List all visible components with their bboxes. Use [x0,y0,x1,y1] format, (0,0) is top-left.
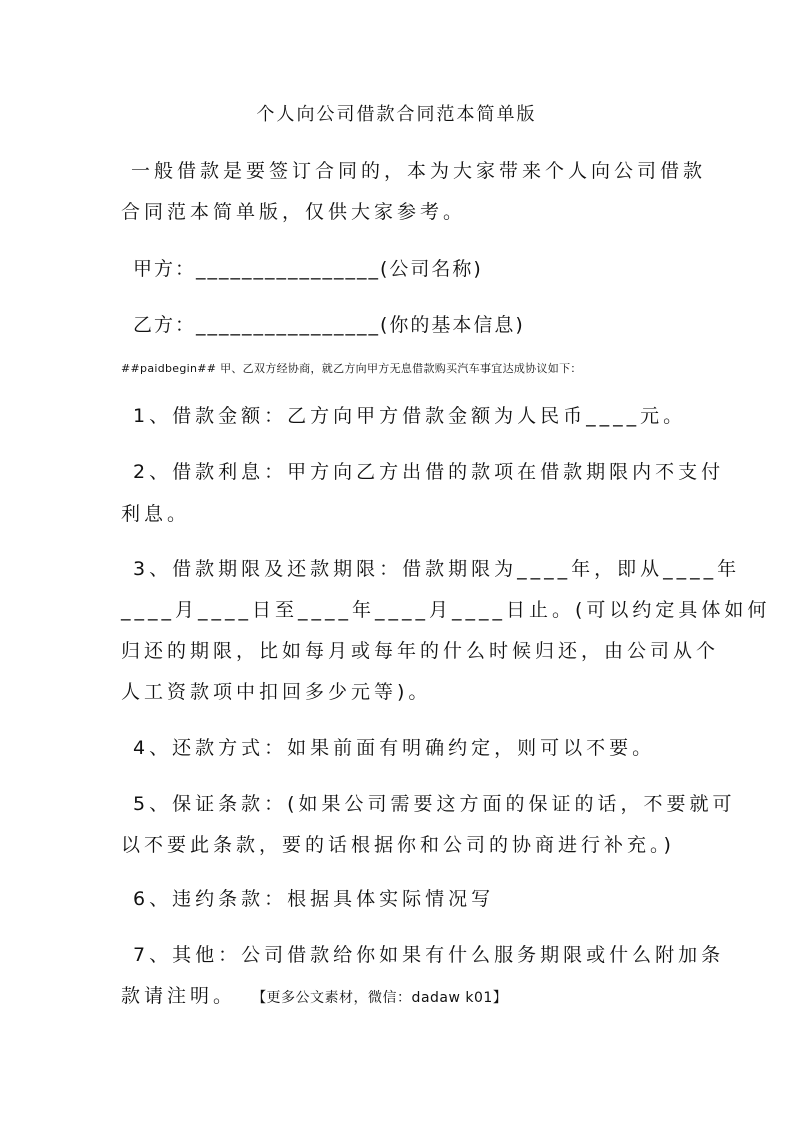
clause-1: 1、借款金额：乙方向甲方借款金额为人民币____元。 [133,405,687,427]
footer-ad: 【更多公文素材，微信：dadaw k01】 [252,990,508,1006]
clause-2-line-2: 利息。 [121,503,191,525]
clause-4: 4、还款方式：如果前面有明确约定，则可以不要。 [133,737,656,759]
clause-7-line-2 [121,987,507,1006]
clause-3-line-4: 人工资款项中扣回多少元等)。 [121,681,432,703]
intro-line-2: 合同范本简单版，仅供大家参考。 [121,201,467,223]
party-a-line: 甲方：________________(公司名称) [133,258,483,280]
document-title: 个人向公司借款合同范本简单版 [256,104,537,125]
intro-line-1: 一般借款是要签订合同的，本为大家带来个人向公司借款 [131,160,707,182]
clause-2-line-1: 2、借款利息：甲方向乙方出借的款项在借款期限内不支付 [133,461,725,483]
clause-3-line-2: ____月____日至____年____月____日止。(可以约定具体如何 [121,599,771,621]
clause-5-line-1: 5、保证条款：(如果公司需要这方面的保证的话，不要就可 [133,793,736,815]
clause-5-line-2: 以不要此条款，要的话根据你和公司的协商进行补充。) [121,834,675,856]
clause-3-line-3: 归还的期限，比如每月或每年的什么时候归还，由公司从个 [121,640,720,662]
clause-6: 6、违约条款：根据具体实际情况写 [133,888,495,910]
party-b-line: 乙方：________________(你的基本信息) [133,314,525,336]
clause-7-line-2-text: 款请注明。 [121,985,237,1007]
clause-3-line-1: 3、借款期限及还款期限：借款期限为____年，即从____年 [133,558,741,580]
clause-7-line-1: 7、其他：公司借款给你如果有什么服务期限或什么附加条 [133,944,725,966]
paid-note: ##paidbegin## 甲、乙双方经协商，就乙方向甲方无息借款购买汽车事宜达成协议如下： [121,362,582,375]
